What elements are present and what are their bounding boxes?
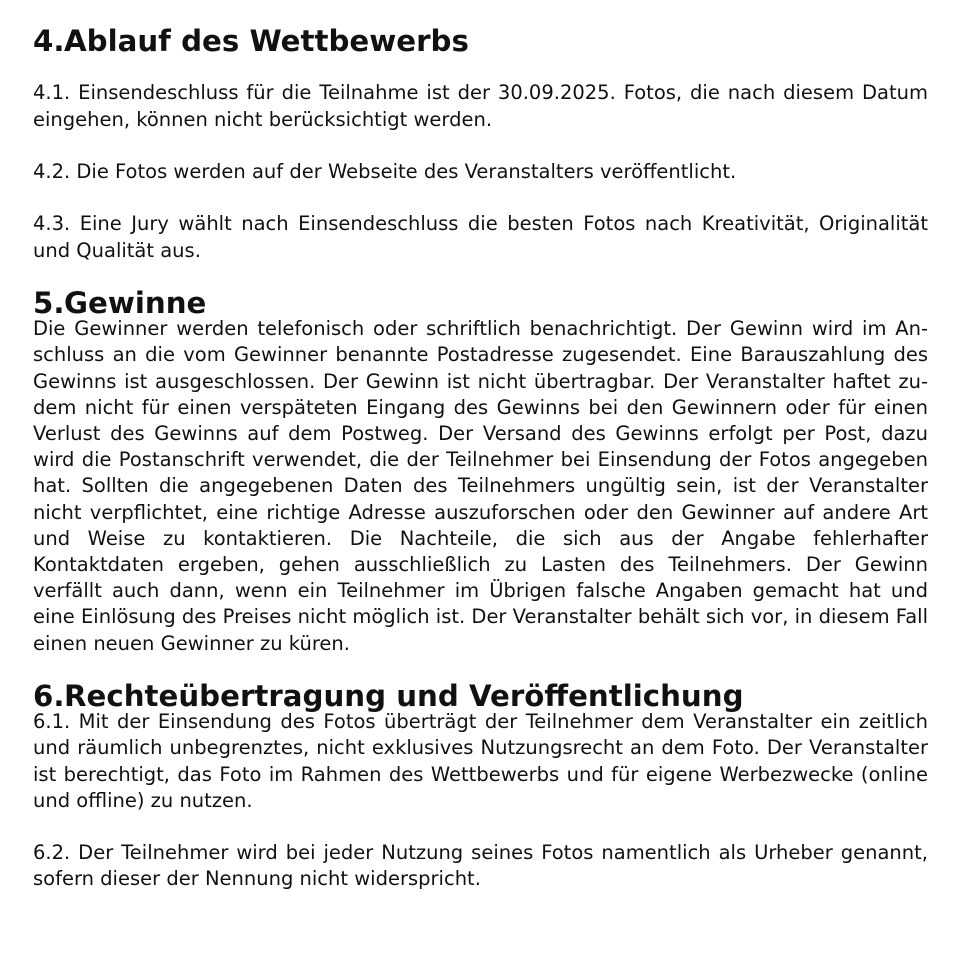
section-ablauf xyxy=(33,24,928,264)
section-title: Rechteübertragung und Veröffentlichung xyxy=(64,679,744,713)
section-number: 6. xyxy=(33,679,65,713)
paragraph: Die Gewinner werden telefonisch oder schriftlich benachrichtigt. Der Gewinn wird im Anschluss an die vom Gewinner benannte Postadresse zugesendet. Eine Barauszahlung des Gewinns ist ausgeschlossen. Der Gewinn ist nicht übertragbar. Der Veranstalter haftet zudem nicht für einen verspäteten Eingang des Gewinns bei den Gewinnern oder für einen Verlust des Gewinns auf dem Postweg. Der Versand des Gewinns erfolgt per Post, dazu wird die Postanschrift verwendet, die der Teilnehmer bei Einsendung der Fotos angegeben hat. Sollten die angegebenen Daten des Teilnehmers ungültig sein, ist der Veranstalter nicht verpflichtet, eine richtige Adresse auszuforschen oder den Gewinner auf andere Art und Weise zu kontaktieren. Die Nachteile, die sich aus der Angabe fehlerhafter Kontaktdaten ergeben, gehen ausschließlich zu Lasten des Teilnehmers. Der Gewinn verfällt auch dann, wenn ein Teilnehmer im Übrigen falsche Angaben gemacht hat und eine Einlösung des Preises nicht möglich ist. Der Veranstalter behält sich vor, in diesem Fall einen neuen Gewinner zu küren. xyxy=(33,317,928,655)
spacer xyxy=(33,814,928,840)
spacer xyxy=(33,54,928,80)
paragraph: 6.2. Der Teilnehmer wird bei jeder Nutzung seines Fotos namentlich als Urheber genannt, sofern dieser der Nennung nicht widerspricht. xyxy=(33,841,928,891)
section-heading xyxy=(33,679,928,713)
document-page xyxy=(33,24,928,893)
section-rechteuebertragung xyxy=(33,679,928,893)
paragraph: 4.1. Einsendeschluss für die Teilnahme ist der 30.09.2025. Fotos, die nach diesem Datum eingehen, können nicht berücksichtigt werden. xyxy=(33,81,928,131)
paragraph: 4.3. Eine Jury wählt nach Einsendeschluss die besten Fotos nach Kreativität, Originalität und Qualität aus. xyxy=(33,212,928,262)
section-number: 5. xyxy=(33,285,65,320)
paragraph: 4.2. Die Fotos werden auf der Webseite des Veranstalters veröffentlicht. xyxy=(33,159,737,183)
section-heading xyxy=(33,285,928,320)
section-gewinne xyxy=(33,285,928,657)
section-title: Ablauf des Wettbewerbs xyxy=(64,24,469,58)
section-number: 4. xyxy=(33,24,65,58)
spacer xyxy=(33,133,928,159)
paragraph: 6.1. Mit der Einsendung des Fotos überträgt der Teilnehmer dem Veranstalter ein zeitlich und räumlich unbegrenztes, nicht exklusives Nutzungsrecht an dem Foto. Der Veranstalter ist berechtigt, das Foto im Rahmen des Wettbewerbs und für eigene Werbezwecke (online und offline) zu nutzen. xyxy=(33,710,928,812)
section-heading xyxy=(33,24,928,58)
spacer xyxy=(33,185,928,211)
section-title: Gewinne xyxy=(64,285,207,320)
